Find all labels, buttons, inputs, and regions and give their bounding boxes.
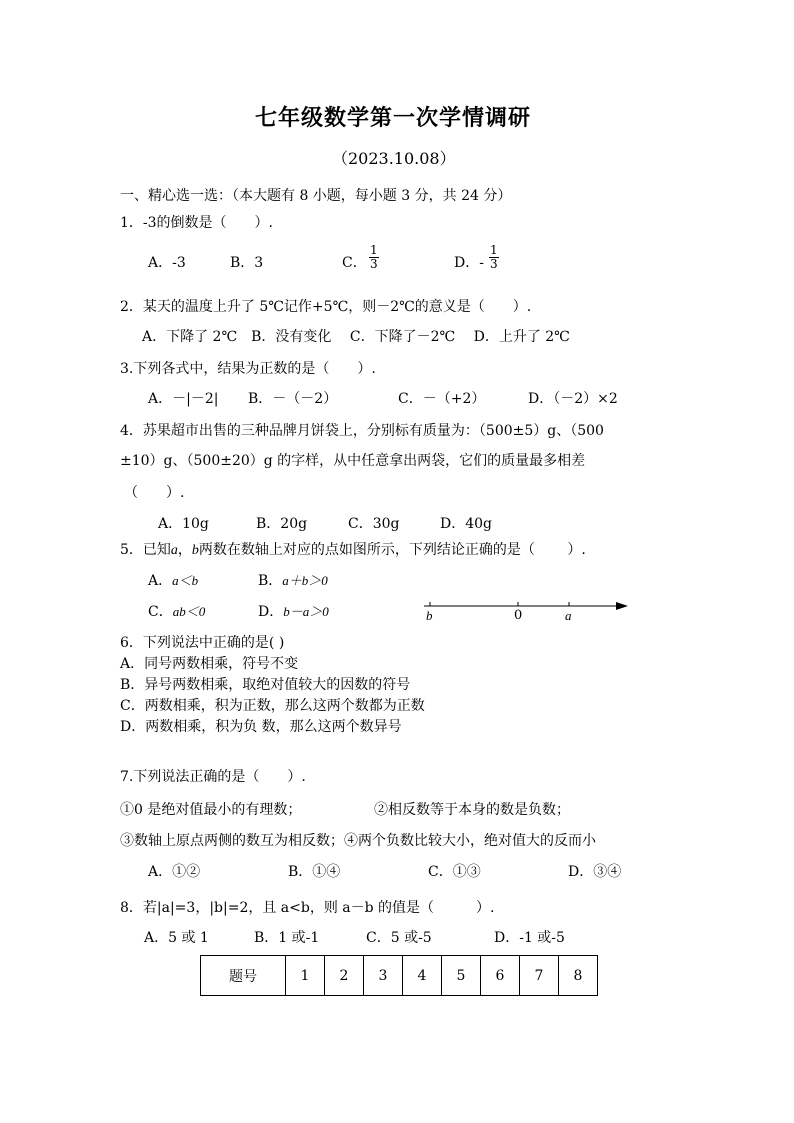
- q5-var-b: b: [191, 543, 199, 558]
- question-8-stem: 8．若|a|=3，|b|=2，且 a<b，则 a－b 的值是（ ）.: [120, 900, 495, 916]
- q8-option-a: A．5 或 1: [144, 930, 209, 946]
- q2-options: A．下降了 2℃ B．没有变化 C．下降了－2℃ D．上升了 2℃: [142, 329, 570, 345]
- q3-option-a: A．－|－2|: [148, 391, 219, 407]
- page-title: 七年级数学第一次学情调研: [255, 105, 532, 131]
- fraction-denominator: 3: [490, 257, 498, 271]
- question-7-stem: 7.下列说法正确的是（ ）.: [120, 769, 306, 785]
- answer-cell-4: 4: [403, 956, 442, 996]
- option-expression: ab＜0: [172, 604, 206, 619]
- number-line-label-b: b: [426, 608, 433, 623]
- option-label: D．: [258, 604, 284, 620]
- q5-option-d: [258, 603, 329, 621]
- option-expression: a＋b＞0: [282, 573, 328, 588]
- answer-cell-5: 5: [442, 956, 481, 996]
- q5-var-a: a: [170, 543, 178, 558]
- table-row: [201, 956, 598, 996]
- q5-stem-start: 5．已知: [120, 542, 171, 558]
- q4-option-c: C．30g: [348, 516, 400, 532]
- q1-option-a: A．-3: [148, 255, 186, 271]
- q4-option-d: D．40g: [440, 516, 493, 532]
- question-5-stem: [120, 541, 586, 560]
- q7-statements-3-4: ③数轴上原点两侧的数互为相反数；④两个负数比较大小，绝对值大的反而小: [120, 833, 596, 849]
- answer-cell-3: 3: [364, 956, 403, 996]
- q3-option-d: D．（－2）×2: [528, 391, 618, 407]
- q7-statement-2: ②相反数等于本身的数是负数；: [374, 802, 570, 818]
- q6-option-c: C．两数相乘，积为正数，那么这两个数都为正数: [120, 698, 425, 714]
- answer-table: [200, 955, 598, 996]
- option-expression: b－a＞0: [283, 604, 329, 619]
- q1-option-c-fraction: [369, 244, 379, 271]
- option-label: B．: [258, 573, 283, 589]
- q8-option-b: B．1 或-1: [254, 930, 320, 946]
- answer-cell-8: 8: [559, 956, 598, 996]
- fraction-denominator: 3: [370, 257, 378, 271]
- question-4-line-1: 4．苏果超市出售的三种品牌月饼袋上，分别标有质量为：（500±5）g、（500: [120, 423, 604, 439]
- answer-cell-6: 6: [481, 956, 520, 996]
- q8-option-d: D．-1 或-5: [494, 930, 565, 946]
- q8-option-c: C．5 或-5: [366, 930, 432, 946]
- q7-option-b: B．①④: [288, 864, 341, 880]
- q5-option-a: [148, 572, 198, 590]
- q1-option-d-fraction: [489, 244, 499, 271]
- answer-cell-7: 7: [520, 956, 559, 996]
- question-4-line-2: ±10）g、（500±20）g 的字样，从中任意拿出两袋，它们的质量最多相差: [120, 453, 586, 469]
- option-label: C．: [148, 604, 173, 620]
- question-4-line-3: （ ）.: [124, 485, 185, 501]
- q7-statement-1: ①0 是绝对值最小的有理数；: [120, 802, 302, 818]
- number-line-graphic: [424, 596, 634, 626]
- q5-option-c: [148, 603, 205, 621]
- fraction-numerator: 1: [370, 243, 378, 257]
- answer-cell-2: 2: [325, 956, 364, 996]
- q4-option-a: A．10g: [158, 516, 209, 532]
- answer-table-header: 题号: [201, 956, 286, 996]
- question-6-stem: 6．下列说法中正确的是( ): [120, 635, 285, 651]
- option-expression: a＜b: [172, 573, 199, 588]
- question-2-stem: 2．某天的温度上升了 5℃记作+5℃，则－2℃的意义是（ ）.: [120, 299, 532, 315]
- q3-option-c: C．－（+2）: [398, 391, 486, 407]
- fraction-numerator: 1: [490, 243, 498, 257]
- q5-option-b: [258, 572, 328, 590]
- exam-date: （2023.10.08）: [332, 149, 456, 168]
- q6-option-a: A．同号两数相乘，符号不变: [120, 656, 299, 672]
- option-label: A．: [148, 573, 173, 589]
- q5-stem-comma: ，: [177, 542, 192, 558]
- q7-option-c: C．①③: [428, 864, 481, 880]
- q5-stem-end: 两数在数轴上对应的点如图所示，下列结论正确的是（ ）.: [198, 542, 586, 558]
- q1-option-b: B．3: [230, 255, 264, 271]
- number-line-label-a: a: [565, 608, 572, 623]
- q7-option-d: D．③④: [568, 864, 622, 880]
- number-line-label-zero: 0: [514, 608, 523, 623]
- question-1-stem: 1．-3的倒数是（ ）.: [120, 215, 273, 231]
- q7-option-a: A．①②: [148, 864, 201, 880]
- number-line: [424, 596, 634, 626]
- question-3-stem: 3.下列各式中，结果为正数的是（ ）.: [120, 361, 376, 377]
- q1-option-d-prefix: D．-: [454, 255, 484, 271]
- q4-option-b: B．20g: [256, 516, 308, 532]
- q6-option-b: B．异号两数相乘，取绝对值较大的因数的符号: [120, 677, 411, 693]
- q3-option-b: B．－（－2）: [248, 391, 338, 407]
- q6-option-d: D．两数相乘，积为负 数，那么这两个数异号: [120, 719, 402, 735]
- q1-option-c-prefix: C．: [342, 255, 367, 271]
- answer-cell-1: 1: [286, 956, 325, 996]
- section-heading: 一、精心选一选：（本大题有 8 小题，每小题 3 分，共 24 分）: [120, 188, 512, 204]
